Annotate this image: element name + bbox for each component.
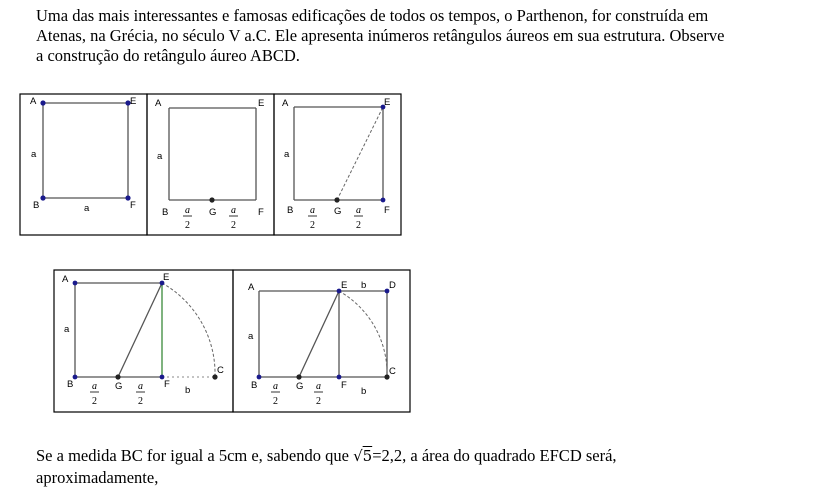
half-denominator: 2 — [356, 220, 361, 231]
half-numerator: a — [92, 381, 97, 392]
point-a — [40, 100, 45, 105]
label-a-point: A — [62, 274, 69, 285]
label-a-point: A — [282, 98, 289, 109]
question-text-after: a área do quadrado EFCD será, — [406, 446, 617, 465]
label-side-a-bottom: a — [84, 203, 90, 214]
label-b-point: B — [67, 379, 74, 390]
figure-panel-4 — [54, 270, 233, 412]
label-e-point: E — [163, 272, 170, 283]
label-side-a: a — [64, 324, 70, 335]
sqrt-sign: √ — [353, 447, 363, 465]
label-f-point: F — [258, 207, 264, 218]
label-f-point: F — [384, 205, 390, 216]
label-side-a: a — [248, 331, 254, 342]
label-c-point: C — [217, 365, 224, 376]
label-a-point: A — [30, 96, 37, 107]
half-numerator: a — [316, 381, 321, 392]
label-side-b-top: b — [361, 280, 367, 291]
half-denominator: 2 — [92, 396, 97, 407]
label-b-point: B — [287, 205, 294, 216]
half-denominator: 2 — [231, 220, 236, 231]
label-side-b: b — [185, 385, 191, 396]
half-denominator: 2 — [310, 220, 315, 231]
half-denominator: 2 — [316, 396, 321, 407]
label-b-point: B — [162, 207, 169, 218]
label-g-point: G — [334, 206, 342, 217]
label-f-point: F — [130, 200, 136, 211]
half-denominator: 2 — [273, 396, 278, 407]
label-e-point: E — [258, 98, 265, 109]
label-f-point: F — [341, 380, 347, 391]
half-numerator: a — [185, 205, 190, 216]
half-numerator: a — [138, 381, 143, 392]
question-text-before: Se a medida BC for igual a 5cm e, sabendo que — [36, 446, 349, 465]
intro-line-2: Atenas, na Grécia, no século V a.C. Ele apresenta inúmeros retângulos áureos em sua estrutura. Observe — [36, 26, 725, 45]
half-numerator: a — [273, 381, 278, 392]
half-numerator: a — [231, 205, 236, 216]
intro-line-3: a construção do retângulo áureo ABCD. — [36, 46, 300, 65]
label-g-point: G — [115, 381, 123, 392]
half-denominator: 2 — [185, 220, 190, 231]
sqrt-radicand: 5 — [362, 447, 373, 465]
label-g-point: G — [209, 207, 217, 218]
figure-panel-3 — [274, 94, 401, 235]
label-d-point: D — [389, 280, 396, 291]
half-numerator: a — [310, 205, 315, 216]
label-side-a: a — [157, 151, 163, 162]
label-side-a: a — [284, 149, 290, 160]
label-side-b: b — [361, 386, 367, 397]
label-a-point: A — [155, 98, 162, 109]
label-side-a: a — [31, 149, 37, 160]
point-b — [40, 195, 45, 200]
label-b-point: B — [33, 200, 40, 211]
question-paragraph — [36, 445, 814, 489]
label-e-point: E — [130, 96, 137, 107]
label-a-point: A — [248, 282, 255, 293]
label-e-point: E — [341, 280, 348, 291]
label-c-point: C — [389, 366, 396, 377]
label-f-point: F — [164, 379, 170, 390]
label-g-point: G — [296, 381, 304, 392]
label-b-point: B — [251, 380, 258, 391]
half-numerator: a — [356, 205, 361, 216]
question-line-2: aproximadamente, — [36, 468, 159, 487]
figure-panel-1 — [20, 94, 147, 235]
intro-line-1: Uma das mais interessantes e famosas edificações de todos os tempos, o Parthenon, for construída em — [36, 6, 709, 25]
figure-panel-2 — [147, 94, 274, 235]
figure-panel-5 — [233, 270, 410, 412]
label-e-point: E — [384, 97, 391, 108]
sqrt-expression — [353, 447, 372, 465]
half-denominator: 2 — [138, 396, 143, 407]
sqrt-result: =2,2, — [372, 446, 407, 465]
